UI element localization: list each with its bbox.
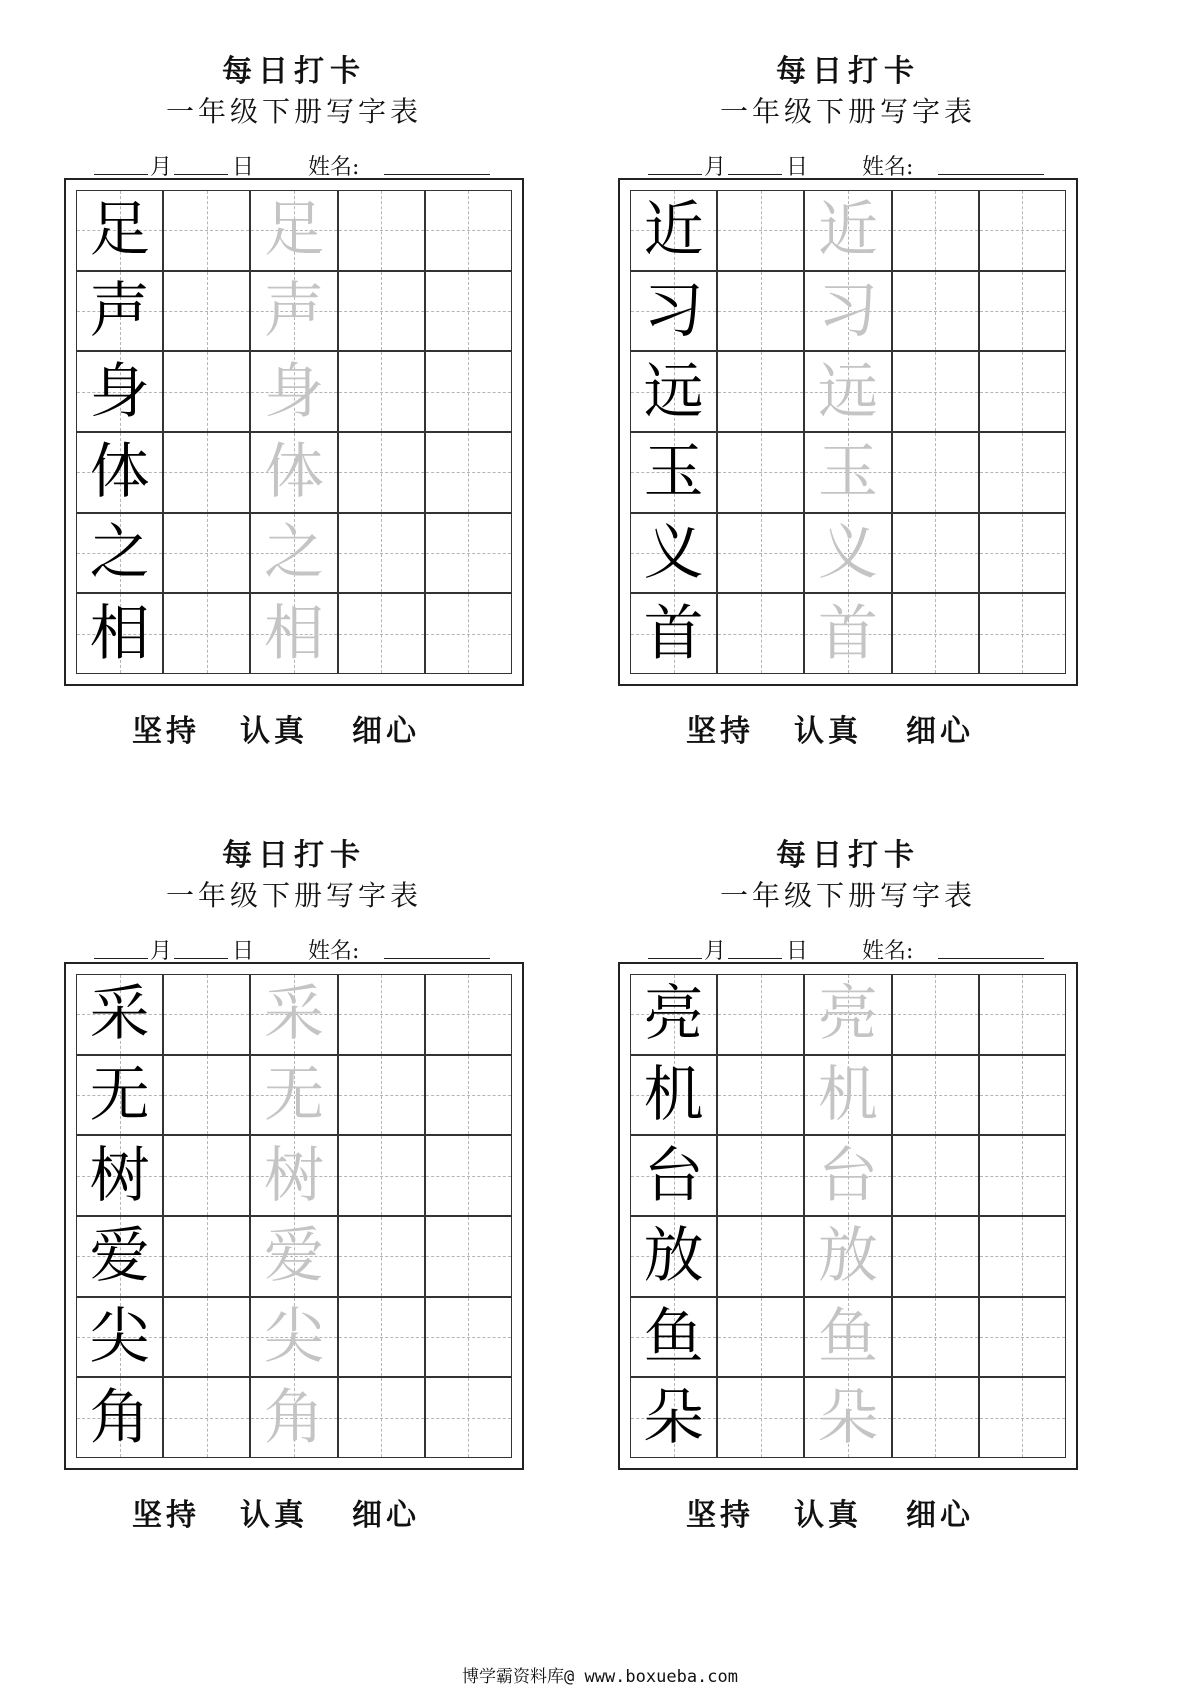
writing-cell[interactable]	[425, 974, 512, 1055]
trace-character: 鱼	[817, 1301, 878, 1372]
model-character: 树	[89, 1140, 150, 1211]
grid-row	[76, 1216, 512, 1297]
motto-word: 认真	[794, 1498, 862, 1533]
model-character-cell	[76, 593, 163, 674]
trace-character: 树	[263, 1140, 324, 1211]
writing-cell[interactable]	[163, 351, 250, 432]
model-character: 机	[643, 1059, 704, 1130]
model-character: 尖	[89, 1301, 150, 1372]
grid-row	[630, 1216, 1066, 1297]
motto-word: 细心	[352, 1498, 420, 1533]
trace-character: 声	[263, 275, 324, 346]
practice-card	[618, 830, 1078, 1590]
model-character-cell	[630, 351, 717, 432]
card-title: 每日打卡	[222, 838, 366, 873]
model-character: 远	[643, 356, 704, 427]
writing-cell[interactable]	[892, 974, 979, 1055]
writing-cell[interactable]	[338, 1297, 425, 1378]
motto-word: 坚持	[686, 1498, 754, 1533]
model-character-cell	[630, 1297, 717, 1378]
grid-row	[630, 351, 1066, 432]
writing-cell[interactable]	[979, 351, 1066, 432]
practice-card	[64, 830, 524, 1590]
writing-cell[interactable]	[425, 432, 512, 513]
practice-card	[618, 46, 1078, 806]
name-label: 姓名:	[862, 939, 914, 964]
trace-character-cell	[804, 1055, 891, 1136]
model-character-cell	[76, 1377, 163, 1458]
writing-cell[interactable]	[892, 1135, 979, 1216]
writing-cell[interactable]	[163, 1135, 250, 1216]
trace-character-cell	[250, 1135, 337, 1216]
trace-character: 义	[817, 517, 878, 588]
writing-cell[interactable]	[717, 432, 804, 513]
card-title: 每日打卡	[776, 54, 920, 89]
trace-character: 角	[263, 1382, 324, 1453]
trace-character: 足	[263, 195, 324, 266]
model-character: 无	[89, 1059, 150, 1130]
writing-cell[interactable]	[979, 432, 1066, 513]
model-character: 近	[643, 195, 704, 266]
trace-character-cell	[250, 593, 337, 674]
grid-row	[76, 513, 512, 594]
month-label: 月	[150, 155, 173, 180]
trace-character-cell	[250, 432, 337, 513]
writing-cell[interactable]	[979, 1297, 1066, 1378]
model-character-cell	[630, 1377, 717, 1458]
trace-character-cell	[250, 190, 337, 271]
writing-cell[interactable]	[892, 351, 979, 432]
writing-cell[interactable]	[425, 1216, 512, 1297]
writing-cell[interactable]	[717, 1377, 804, 1458]
name-blank[interactable]	[938, 174, 1044, 175]
trace-character-cell	[804, 1135, 891, 1216]
writing-cell[interactable]	[979, 593, 1066, 674]
practice-card	[64, 46, 524, 806]
motto-word: 细心	[906, 714, 974, 749]
model-character-cell	[76, 1055, 163, 1136]
trace-character-cell	[250, 1216, 337, 1297]
trace-character-cell	[250, 271, 337, 352]
trace-character-cell	[804, 1216, 891, 1297]
model-character: 之	[89, 517, 150, 588]
tianzige-grid	[630, 974, 1066, 1458]
grid-row	[630, 1055, 1066, 1136]
writing-cell[interactable]	[163, 1216, 250, 1297]
writing-cell[interactable]	[338, 432, 425, 513]
writing-cell[interactable]	[892, 190, 979, 271]
trace-character: 相	[263, 598, 324, 669]
day-blank[interactable]	[728, 174, 782, 175]
writing-cell[interactable]	[163, 593, 250, 674]
model-character: 台	[643, 1140, 704, 1211]
model-character: 鱼	[643, 1301, 704, 1372]
writing-cell[interactable]	[717, 351, 804, 432]
day-blank[interactable]	[174, 958, 228, 959]
trace-character-cell	[804, 351, 891, 432]
model-character: 采	[89, 979, 150, 1050]
model-character-cell	[630, 974, 717, 1055]
name-label: 姓名:	[308, 155, 360, 180]
model-character: 相	[89, 598, 150, 669]
writing-cell[interactable]	[892, 1055, 979, 1136]
writing-cell[interactable]	[979, 1377, 1066, 1458]
model-character: 身	[89, 356, 150, 427]
day-blank[interactable]	[728, 958, 782, 959]
writing-cell[interactable]	[892, 1216, 979, 1297]
model-character: 声	[89, 275, 150, 346]
writing-cell[interactable]	[892, 1377, 979, 1458]
month-blank[interactable]	[94, 958, 148, 959]
motto-word: 认真	[240, 1498, 308, 1533]
model-character-cell	[630, 190, 717, 271]
model-character-cell	[630, 1135, 717, 1216]
writing-cell[interactable]	[338, 1216, 425, 1297]
card-subtitle: 一年级下册写字表	[719, 879, 976, 912]
date-name-line	[648, 150, 1078, 180]
writing-cell[interactable]	[425, 271, 512, 352]
grid-row	[76, 1297, 512, 1378]
model-character: 角	[89, 1382, 150, 1453]
writing-cell[interactable]	[979, 974, 1066, 1055]
trace-character-cell	[250, 513, 337, 594]
writing-cell[interactable]	[163, 1055, 250, 1136]
trace-character-cell	[804, 271, 891, 352]
trace-character-cell	[804, 432, 891, 513]
grid-row	[630, 1377, 1066, 1458]
grid-row	[630, 271, 1066, 352]
model-character: 义	[643, 517, 704, 588]
grid-row	[76, 1135, 512, 1216]
card-subtitle: 一年级下册写字表	[165, 95, 422, 128]
writing-cell[interactable]	[979, 190, 1066, 271]
writing-cell[interactable]	[425, 190, 512, 271]
writing-cell[interactable]	[717, 593, 804, 674]
day-blank[interactable]	[174, 174, 228, 175]
day-label: 日	[232, 155, 255, 180]
trace-character-cell	[250, 1377, 337, 1458]
name-blank[interactable]	[384, 958, 490, 959]
name-blank[interactable]	[384, 174, 490, 175]
grid-row	[630, 432, 1066, 513]
model-character-cell	[630, 593, 717, 674]
trace-character-cell	[250, 351, 337, 432]
motto-word: 认真	[794, 714, 862, 749]
model-character: 亮	[643, 979, 704, 1050]
model-character: 朵	[643, 1382, 704, 1453]
model-character-cell	[630, 1055, 717, 1136]
writing-cell[interactable]	[425, 1135, 512, 1216]
model-character-cell	[76, 271, 163, 352]
writing-cell[interactable]	[163, 1297, 250, 1378]
grid-row	[630, 974, 1066, 1055]
card-title: 每日打卡	[776, 838, 920, 873]
writing-cell[interactable]	[338, 1377, 425, 1458]
model-character: 体	[89, 437, 150, 508]
motto-word: 细心	[352, 714, 420, 749]
motto-word: 坚持	[686, 714, 754, 749]
trace-character-cell	[804, 1297, 891, 1378]
writing-cell[interactable]	[338, 593, 425, 674]
trace-character: 尖	[263, 1301, 324, 1372]
model-character-cell	[630, 432, 717, 513]
writing-cell[interactable]	[163, 432, 250, 513]
trace-character-cell	[250, 1297, 337, 1378]
writing-cell[interactable]	[717, 1216, 804, 1297]
grid-row	[76, 432, 512, 513]
card-title: 每日打卡	[222, 54, 366, 89]
grid-row	[76, 1055, 512, 1136]
month-label: 月	[704, 939, 727, 964]
writing-cell[interactable]	[979, 1055, 1066, 1136]
month-blank[interactable]	[648, 958, 702, 959]
writing-cell[interactable]	[717, 1135, 804, 1216]
writing-cell[interactable]	[338, 351, 425, 432]
trace-character: 体	[263, 437, 324, 508]
model-character: 足	[89, 195, 150, 266]
grid-row	[630, 593, 1066, 674]
grid-row	[76, 351, 512, 432]
writing-cell[interactable]	[163, 271, 250, 352]
motto-word: 细心	[906, 1498, 974, 1533]
grid-row	[630, 513, 1066, 594]
trace-character-cell	[804, 513, 891, 594]
trace-character: 采	[263, 979, 324, 1050]
trace-character-cell	[804, 1377, 891, 1458]
tianzige-grid	[76, 190, 512, 674]
trace-character: 机	[817, 1059, 878, 1130]
writing-cell[interactable]	[425, 351, 512, 432]
grid-row	[630, 1135, 1066, 1216]
trace-character-cell	[804, 593, 891, 674]
writing-cell[interactable]	[425, 1377, 512, 1458]
writing-cell[interactable]	[425, 1055, 512, 1136]
writing-cell[interactable]	[717, 271, 804, 352]
grid-row	[630, 1297, 1066, 1378]
trace-character: 习	[817, 275, 878, 346]
motto-word: 认真	[240, 714, 308, 749]
model-character-cell	[630, 513, 717, 594]
day-label: 日	[786, 155, 809, 180]
tianzige-grid	[630, 190, 1066, 674]
writing-cell[interactable]	[717, 190, 804, 271]
model-character-cell	[76, 351, 163, 432]
trace-character-cell	[250, 974, 337, 1055]
model-character-cell	[76, 1297, 163, 1378]
trace-character-cell	[804, 190, 891, 271]
writing-cell[interactable]	[425, 513, 512, 594]
model-character: 玉	[643, 437, 704, 508]
writing-cell[interactable]	[163, 190, 250, 271]
writing-cell[interactable]	[338, 1135, 425, 1216]
name-label: 姓名:	[862, 155, 914, 180]
writing-cell[interactable]	[892, 513, 979, 594]
model-character-cell	[76, 974, 163, 1055]
motto-word: 坚持	[132, 1498, 200, 1533]
trace-character: 身	[263, 356, 324, 427]
trace-character-cell	[804, 974, 891, 1055]
model-character: 爱	[89, 1221, 150, 1292]
writing-cell[interactable]	[425, 593, 512, 674]
trace-character: 首	[817, 598, 878, 669]
model-character-cell	[630, 271, 717, 352]
writing-cell[interactable]	[892, 593, 979, 674]
model-character: 放	[643, 1221, 704, 1292]
writing-cell[interactable]	[338, 271, 425, 352]
model-character-cell	[76, 432, 163, 513]
name-label: 姓名:	[308, 939, 360, 964]
trace-character-cell	[250, 1055, 337, 1136]
writing-cell[interactable]	[979, 1216, 1066, 1297]
writing-cell[interactable]	[338, 513, 425, 594]
date-name-line	[94, 150, 524, 180]
trace-character: 无	[263, 1059, 324, 1130]
trace-character: 爱	[263, 1221, 324, 1292]
model-character-cell	[76, 1216, 163, 1297]
writing-cell[interactable]	[892, 432, 979, 513]
card-subtitle: 一年级下册写字表	[719, 95, 976, 128]
trace-character: 朵	[817, 1382, 878, 1453]
trace-character: 近	[817, 195, 878, 266]
model-character: 首	[643, 598, 704, 669]
writing-cell[interactable]	[717, 513, 804, 594]
grid-row	[76, 593, 512, 674]
model-character-cell	[76, 1135, 163, 1216]
month-blank[interactable]	[94, 174, 148, 175]
day-label: 日	[786, 939, 809, 964]
trace-character: 之	[263, 517, 324, 588]
month-label: 月	[150, 939, 173, 964]
writing-cell[interactable]	[979, 271, 1066, 352]
month-label: 月	[704, 155, 727, 180]
day-label: 日	[232, 939, 255, 964]
month-blank[interactable]	[648, 174, 702, 175]
grid-row	[76, 974, 512, 1055]
date-name-line	[94, 934, 524, 964]
grid-row	[630, 190, 1066, 271]
writing-cell[interactable]	[338, 974, 425, 1055]
date-name-line	[648, 934, 1078, 964]
writing-cell[interactable]	[979, 513, 1066, 594]
model-character-cell	[76, 513, 163, 594]
tianzige-grid	[76, 974, 512, 1458]
card-subtitle: 一年级下册写字表	[165, 879, 422, 912]
writing-cell[interactable]	[163, 974, 250, 1055]
writing-cell[interactable]	[717, 974, 804, 1055]
name-blank[interactable]	[938, 958, 1044, 959]
trace-character: 亮	[817, 979, 878, 1050]
model-character-cell	[76, 190, 163, 271]
writing-cell[interactable]	[717, 1055, 804, 1136]
grid-row	[76, 271, 512, 352]
writing-cell[interactable]	[892, 271, 979, 352]
grid-row	[76, 1377, 512, 1458]
footer-watermark: 博学霸资料库@ www.boxueba.com	[462, 1667, 738, 1687]
model-character: 习	[643, 275, 704, 346]
grid-row	[76, 190, 512, 271]
model-character-cell	[630, 1216, 717, 1297]
writing-cell[interactable]	[338, 190, 425, 271]
writing-cell[interactable]	[425, 1297, 512, 1378]
motto-word: 坚持	[132, 714, 200, 749]
writing-cell[interactable]	[979, 1135, 1066, 1216]
writing-cell[interactable]	[163, 513, 250, 594]
writing-cell[interactable]	[338, 1055, 425, 1136]
trace-character: 台	[817, 1140, 878, 1211]
trace-character: 远	[817, 356, 878, 427]
writing-cell[interactable]	[163, 1377, 250, 1458]
writing-cell[interactable]	[717, 1297, 804, 1378]
trace-character: 放	[817, 1221, 878, 1292]
writing-cell[interactable]	[892, 1297, 979, 1378]
trace-character: 玉	[817, 437, 878, 508]
